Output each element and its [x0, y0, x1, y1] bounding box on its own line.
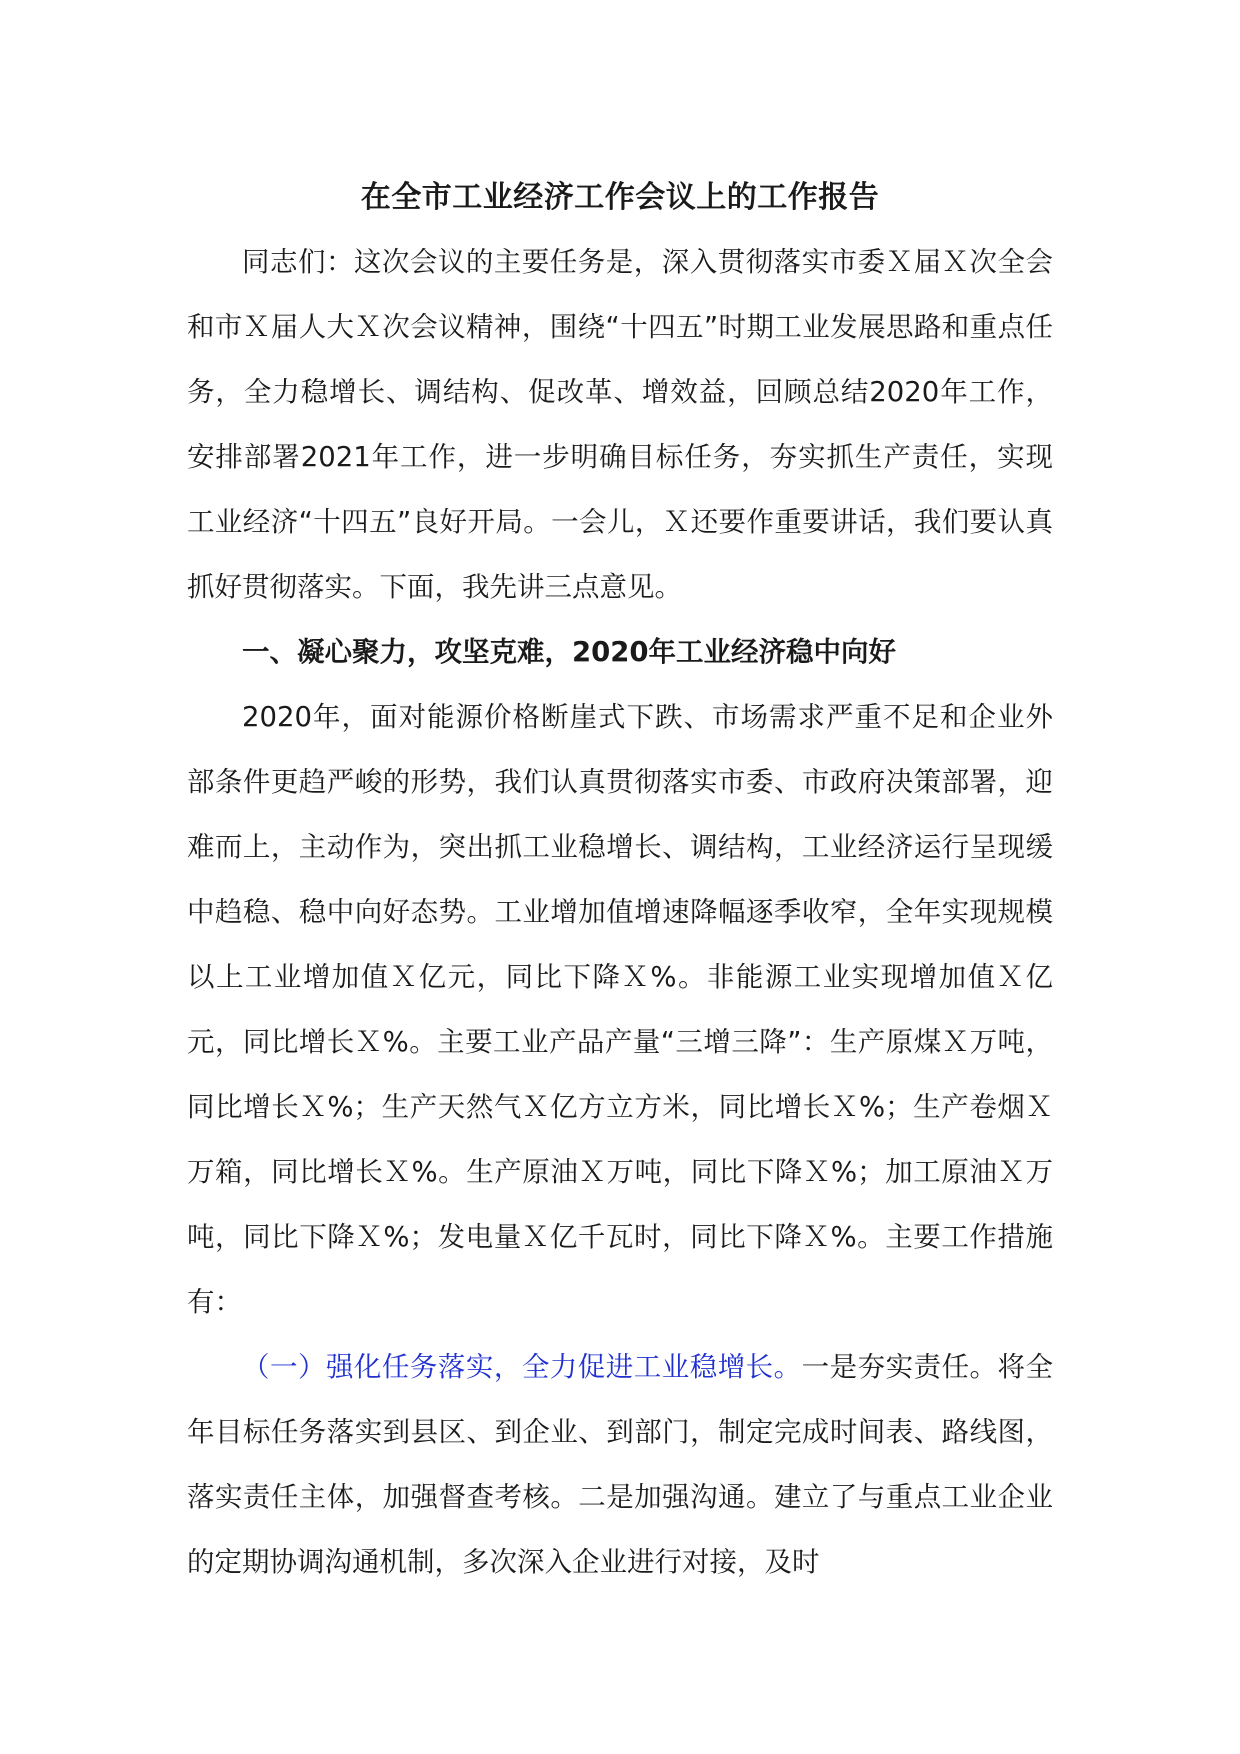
section-heading-1: 一、凝心聚力，攻坚克难，2020年工业经济稳中向好 — [242, 636, 897, 668]
subsection-1-body: 一是夯实责任。将全年目标任务落实到县区、到企业、到部门，制定完成时间表、路线图，落实责任主体，加强督查考核。二是加强沟通。建立了与重点工业企业的定期协调沟通机制，多次深入企业进行对接，及时 — [187, 1351, 1054, 1578]
section-1-paragraph: 2020年，面对能源价格断崖式下跌、市场需求严重不足和企业外部条件更趋严峻的形势，我们认真贯彻落实市委、市政府决策部署，迎难而上，主动作为，突出抓工业稳增长、调结构，工业经济运行呈现缓中趋稳、稳中向好态势。工业增加值增速降幅逐季收窄，全年实现规模以上工业增加值Ｘ亿元，同比下降Ｘ%。非能源工业实现增加值Ｘ亿元，同比增长Ｘ%。主要工业产品产量“三增三降”：生产原煤Ｘ万吨，同比增长Ｘ%；生产天然气Ｘ亿方立方米，同比增长Ｘ%；生产卷烟Ｘ万箱，同比增长Ｘ%。生产原油Ｘ万吨，同比下降Ｘ%；加工原油Ｘ万吨，同比下降Ｘ%；发电量Ｘ亿千瓦时，同比下降Ｘ%。主要工作措施有： — [187, 701, 1053, 1318]
subsection-heading-1: （一）强化任务落实，全力促进工业稳增长。 — [242, 1351, 802, 1383]
document-page — [187, 172, 1053, 1595]
intro-paragraph: 同志们：这次会议的主要任务是，深入贯彻落实市委Ｘ届Ｘ次全会和市Ｘ届人大Ｘ次会议精神，围绕“十四五”时期工业发展思路和重点任务，全力稳增长、调结构、促改革、增效益，回顾总结2020年工作，安排部署2021年工作，进一步明确目标任务，夯实抓生产责任，实现工业经济“十四五”良好开局。一会儿，Ｘ还要作重要讲话，我们要认真抓好贯彻落实。下面，我先讲三点意见。 — [187, 246, 1053, 603]
subsection-1-paragraph — [187, 1335, 1053, 1595]
document-title: 在全市工业经济工作会议上的工作报告 — [360, 180, 880, 215]
